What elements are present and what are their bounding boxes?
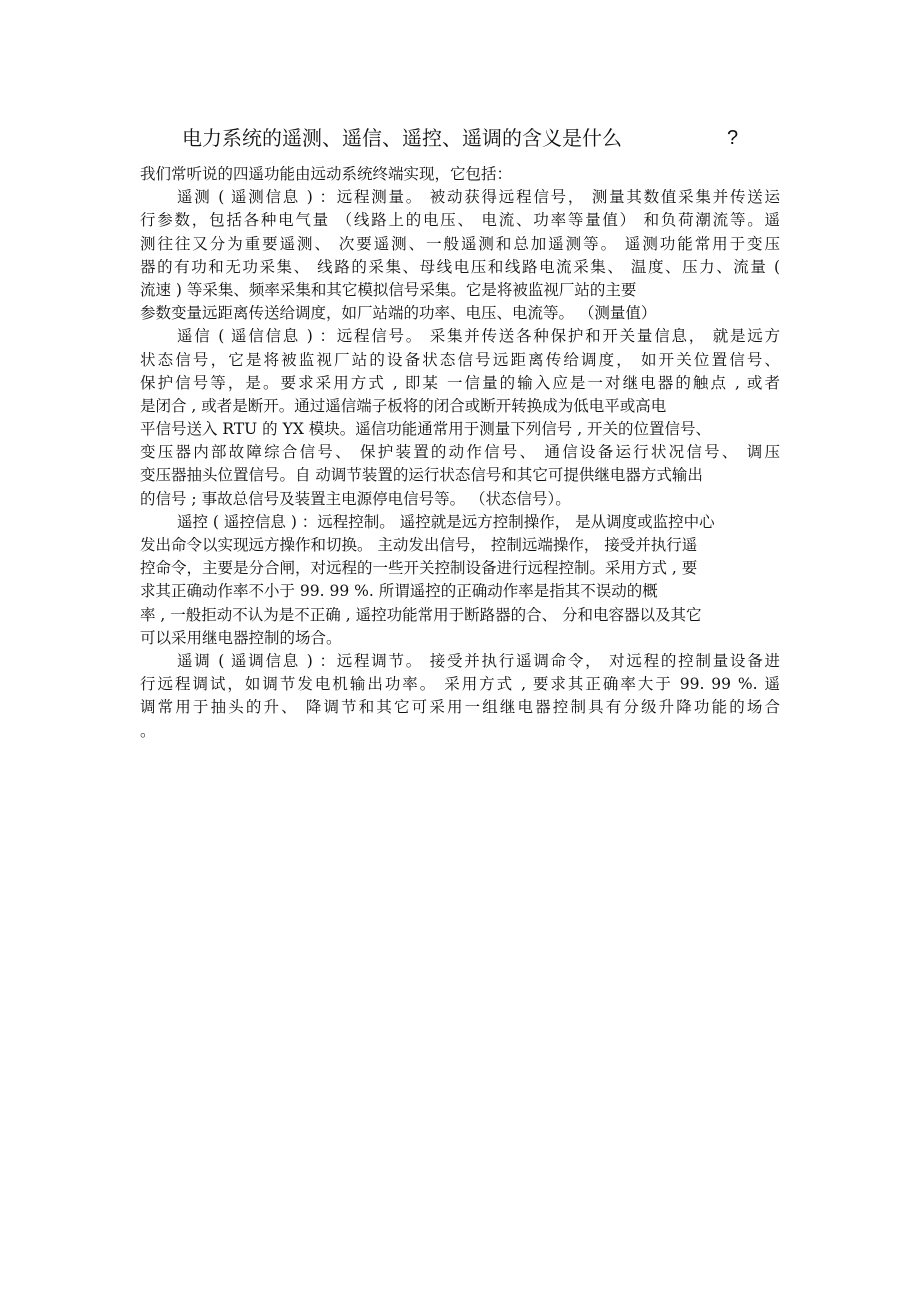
paragraph-line: 遥信 ( 遥信信息 ) ：远程信号。 采集并传送各种保护和开关量信息， 就是远方	[177, 327, 780, 346]
title-question-mark: ?	[727, 127, 739, 149]
paragraph-line: 参数变量远距离传送给调度，如厂站端的功率、电压、电流等。 （测量值）	[140, 304, 657, 323]
paragraph-line: 状态信号，它是将被监视厂站的设备状态信号远距离传给调度， 如开关位置信号、	[140, 350, 780, 369]
paragraph-line: 率 , 一般拒动不认为是不正确 , 遥控功能常用于断路器的合、 分和电容器以及其它	[140, 605, 702, 624]
paragraph-line: 变压器抽头位置信号。自 动调节装置的运行状态信号和其它可提供继电器方式输出	[140, 466, 703, 485]
paragraph-line: 是闭合 , 或者是断开。通过遥信端子板将的闭合或断开转换成为低电平或高电	[140, 396, 667, 415]
paragraph-line: 测往往又分为重要遥测、 次要遥测、一般遥测和总加遥测等。 遥测功能常用于变压	[140, 234, 780, 253]
paragraph-line: 。	[140, 721, 156, 740]
document-body	[140, 163, 780, 743]
paragraph-line: 控命令，主要是分合闸，对远程的一些开关控制设备进行远程控制。采用方式 , 要	[140, 559, 698, 578]
paragraph-line: 遥测 ( 遥测信息 ) ：远程测量。 被动获得远程信号， 测量其数值采集并传送运	[177, 188, 780, 207]
paragraph-line: 平信号送入 RTU 的 YX 模块。遥信功能通常用于测量下列信号 , 开关的位置信号、	[140, 420, 712, 439]
paragraph-line: 遥调 ( 遥调信息 ) ：远程调节。 接受并执行遥调命令， 对远程的控制量设备进	[177, 651, 780, 670]
paragraph-line: 发出命令以实现远方操作和切换。 主动发出信号， 控制远端操作， 接受并执行遥	[140, 536, 698, 554]
paragraph-line: 行参数，包括各种电气量 （线路上的电压、 电流、功率等量值） 和负荷潮流等。遥	[140, 211, 780, 230]
paragraph-line: 的信号 ; 事故总信号及装置主电源停电信号等。 （状态信号）。	[140, 489, 571, 508]
paragraph-line: 可以采用继电器控制的场合。	[140, 628, 342, 647]
paragraph-line: 求其正确动作率不小于 99. 99 %. 所谓遥控的正确动作率是指其不误动的概	[140, 582, 658, 601]
paragraph-line: 器的有功和无功采集、 线路的采集、母线电压和线路电流采集、 温度、压力、流量 (	[140, 257, 780, 276]
paragraph-line: 行远程调试，如调节发电机输出功率。 采用方式 , 要求其正确率大于 99. 99 %. 遥	[140, 675, 780, 694]
paragraph-line: 变压器内部故障综合信号、 保护装置的动作信号、 通信设备运行状况信号、 调压	[140, 443, 780, 462]
paragraph-line: 流速 ) 等采集、频率采集和其它模拟信号采集。它是将被监视厂站的主要	[140, 280, 637, 299]
paragraph-line: 保护信号等，是。要求采用方式 , 即某 一信量的输入应是一对继电器的触点 , 或者	[140, 373, 780, 392]
document-title: 电力系统的遥测、遥信、遥控、遥调的含义是什么	[182, 126, 622, 150]
paragraph-line: 调常用于抽头的升、 降调节和其它可采用一组继电器控制具有分级升降功能的场合	[140, 698, 780, 717]
intro-line: 我们常听说的四遥功能由远动系统终端实现，它包括：	[140, 165, 513, 183]
paragraph-line: 遥控 ( 遥控信息 ) ：远程控制。 遥控就是远方控制操作， 是从调度或监控中心	[177, 512, 715, 531]
